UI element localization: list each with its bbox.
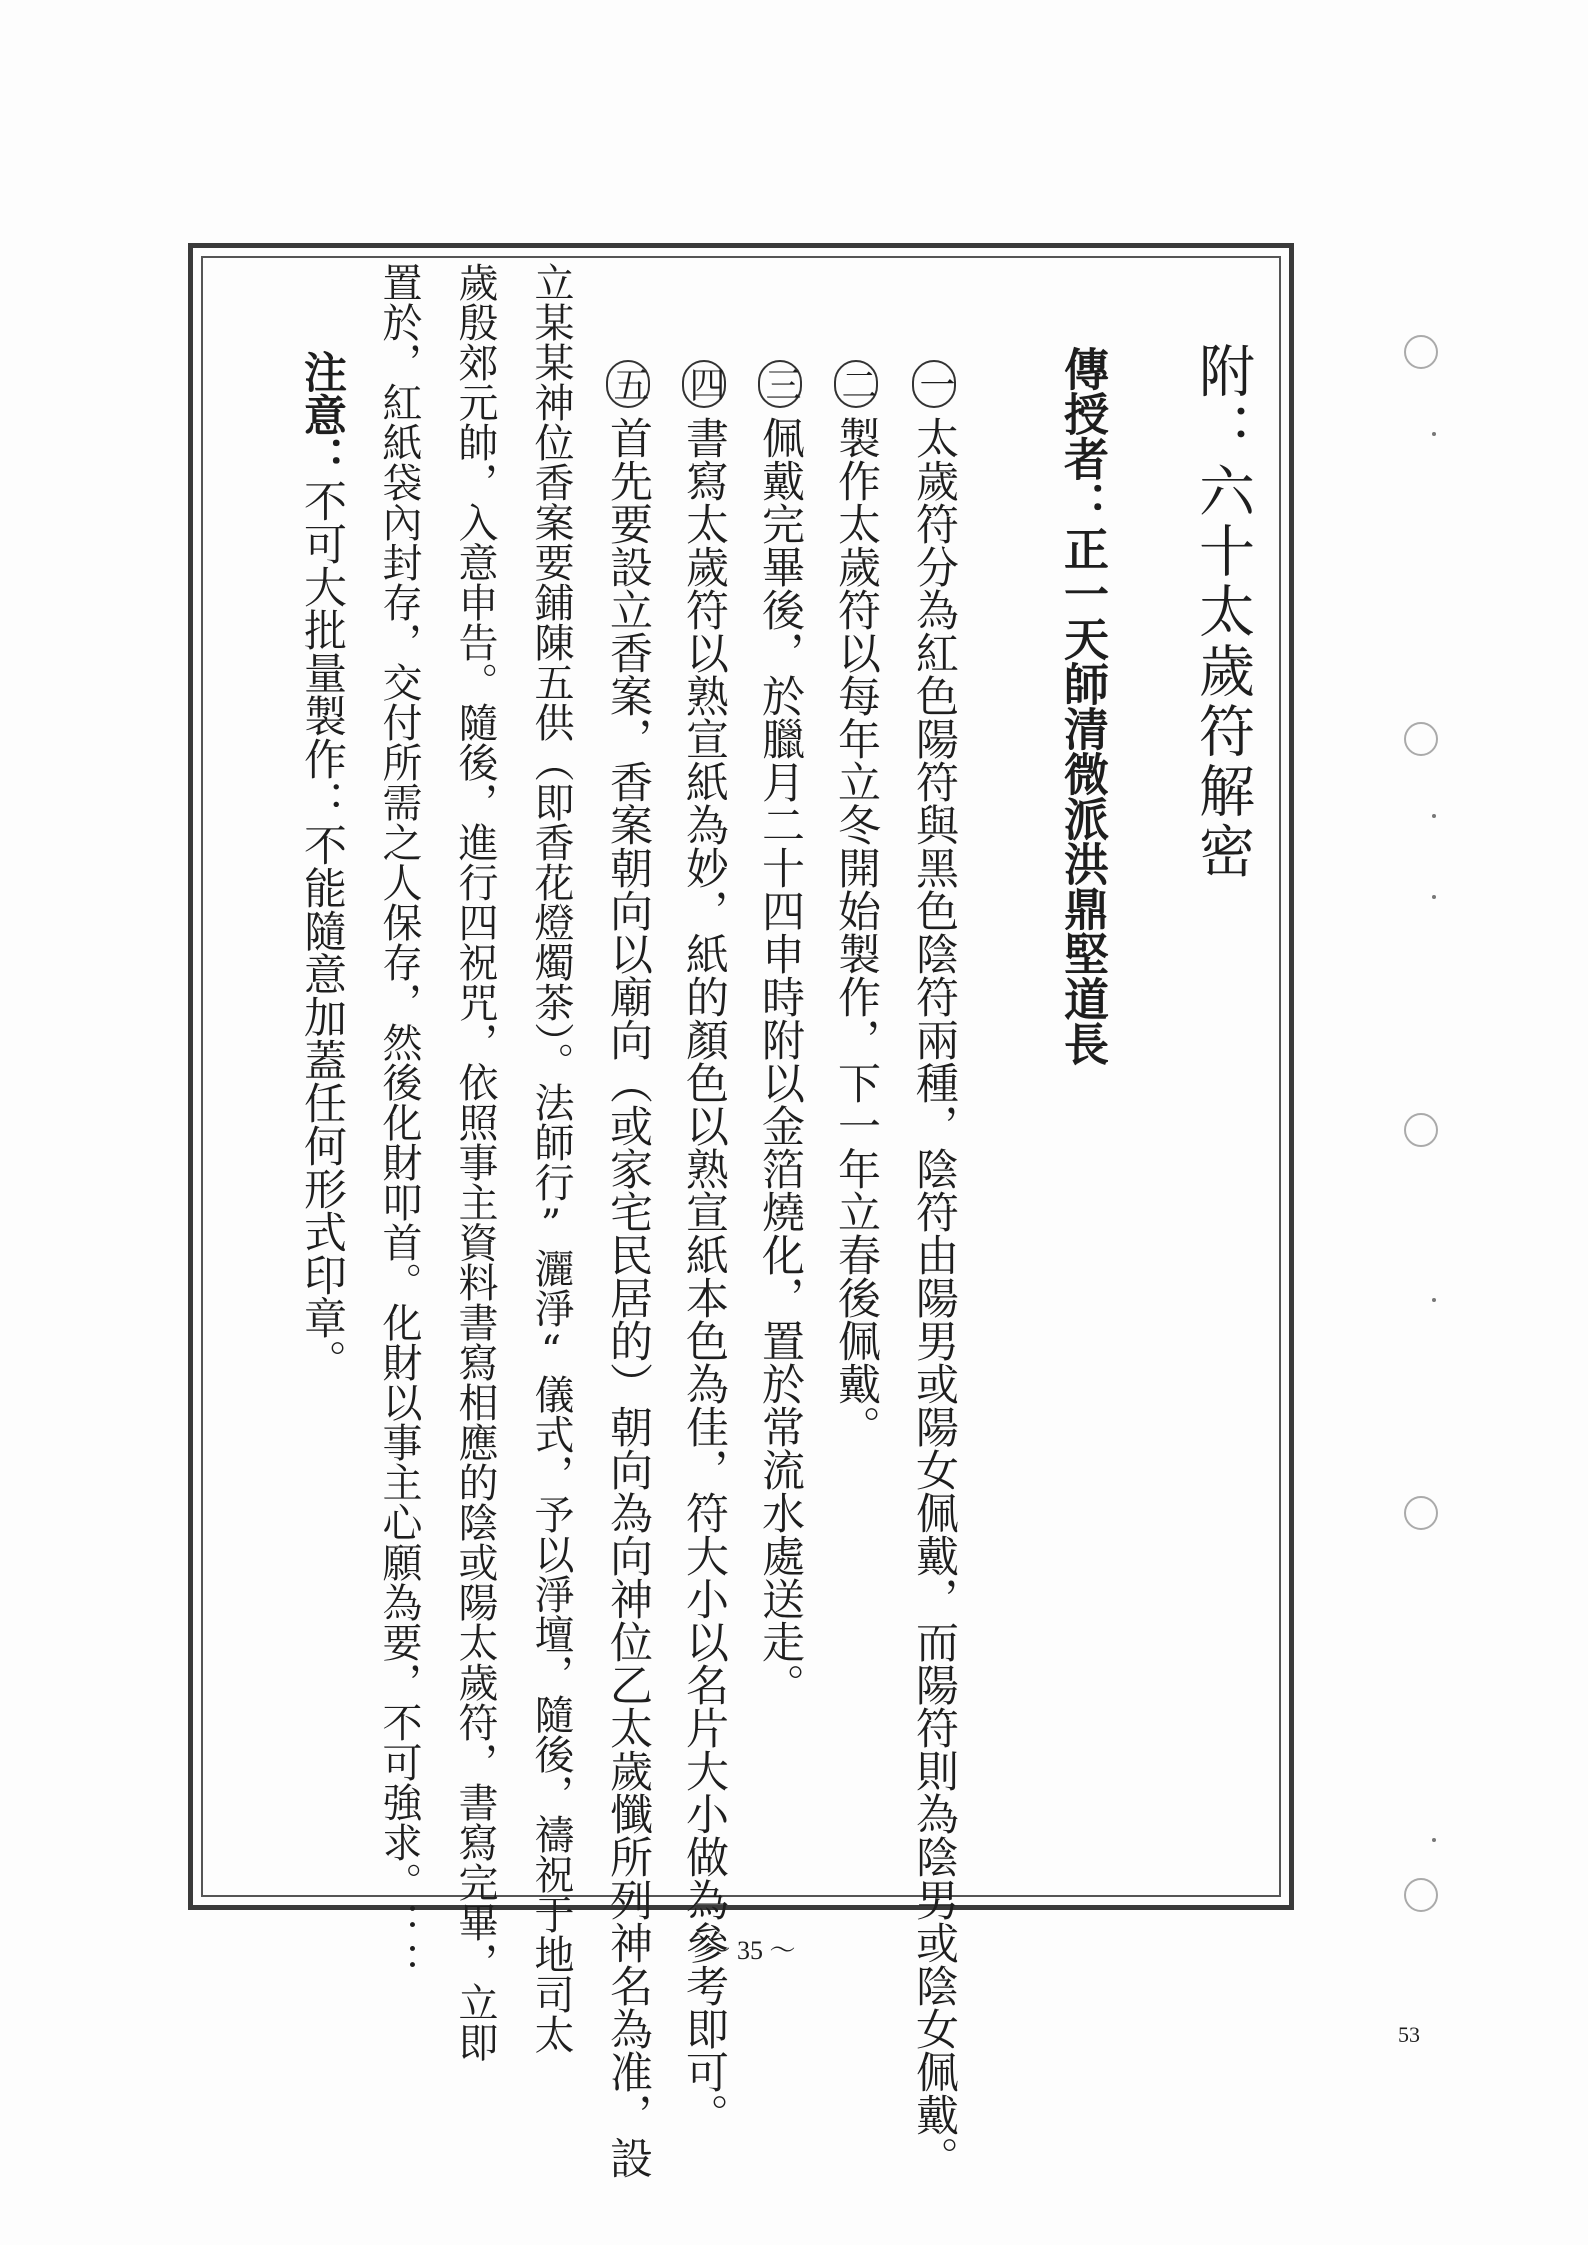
binder-hole-icon	[1404, 1113, 1438, 1147]
scan-dot	[1432, 1298, 1436, 1302]
scan-dot	[1432, 895, 1436, 899]
item-1	[910, 360, 958, 2179]
item-5-number: 五	[606, 360, 650, 408]
scan-dot	[1432, 814, 1436, 818]
item-4-number: 四	[682, 360, 726, 408]
item-2	[832, 360, 880, 1448]
page-title: 附：六十太歲符解密	[1190, 342, 1255, 882]
note-label: 注意：	[297, 350, 347, 479]
item-5	[604, 360, 652, 2179]
page-number: ～ 35 ～	[704, 1936, 796, 1965]
item-5-text: 首先要設立香案，香案朝向以廟向（或家宅民居的）朝向為向神位乙太歲懺所列神名為准，設	[603, 416, 653, 2179]
binder-hole-icon	[1404, 1878, 1438, 1912]
item-3	[756, 360, 804, 1706]
item-4-text: 書寫太歲符以熟宣紙為妙，紙的顏色以熟宣紙本色為佳，符大小以名片大小做為參考即可。	[679, 416, 729, 2136]
item-4	[680, 360, 728, 2136]
item-2-text: 製作太歲符以每年立冬開始製作，下一年立春後佩戴。	[831, 416, 881, 1448]
item-3-number: 三	[758, 360, 802, 408]
author-line: 傳授者：正一天師清微派洪鼎堅道長	[1056, 346, 1109, 1066]
side-page-number: 53	[1398, 2022, 1420, 2047]
continuation-line-2: 歲殷郊元帥，入意申告。隨後，進行四祝咒，依照事主資料書寫相應的陰或陽太歲符，書寫完畢，立即	[452, 262, 498, 2062]
content-frame	[188, 243, 1294, 1910]
note	[298, 350, 346, 1382]
binder-hole-icon	[1404, 1496, 1438, 1530]
continuation-line-1: 立某某神位香案要鋪陳五供（即香花燈燭茶）。法師行”灑淨“儀式，予以淨壇，隨後，禱祝于地司太	[528, 262, 574, 2054]
inner-border	[201, 256, 1281, 1897]
item-1-text: 太歲符分為紅色陽符與黑色陰符兩種，陰符由陽男或陽女佩戴，而陽符則為陰男或陰女佩戴。	[909, 416, 959, 2179]
item-1-number: 一	[912, 360, 956, 408]
continuation-line-3: 置於，紅紙袋內封存，交付所需之人保存，然後化財叩首。化財以事主心願為要，不可強求。：：	[376, 262, 422, 1982]
scan-dot	[1432, 432, 1436, 436]
note-text: 不可大批量製作：不能隨意加蓋任何形式印章。	[297, 479, 347, 1382]
scan-dot	[1432, 1838, 1436, 1842]
binder-hole-icon	[1404, 335, 1438, 369]
item-3-text: 佩戴完畢後，於臘月二十四申時附以金箔燒化，置於常流水處送走。	[755, 416, 805, 1706]
item-2-number: 二	[834, 360, 878, 408]
binder-hole-icon	[1404, 722, 1438, 756]
